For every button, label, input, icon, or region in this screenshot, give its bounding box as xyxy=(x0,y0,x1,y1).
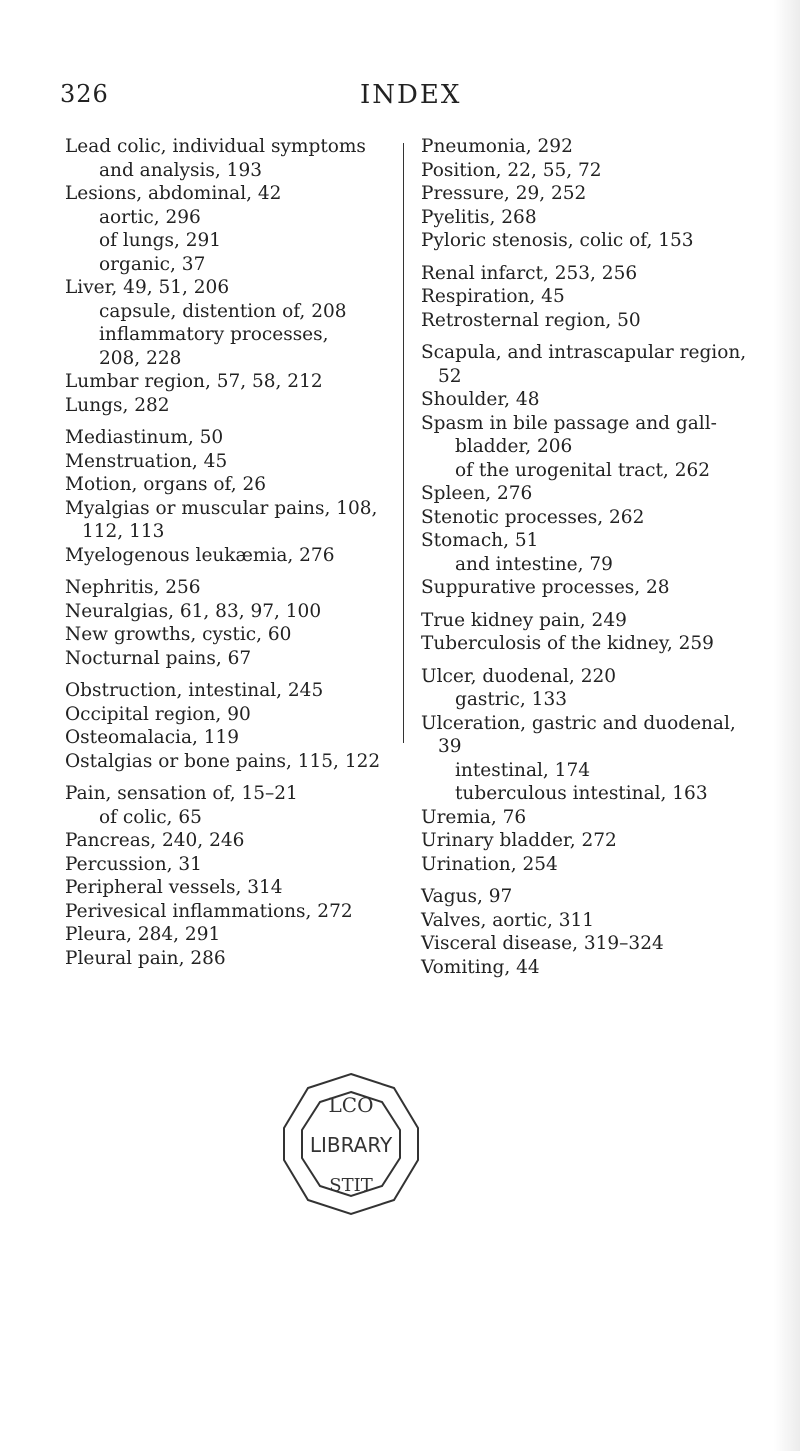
index-entry: True kidney pain, 249 xyxy=(421,609,627,631)
index-entry: Myalgias or muscular pains, 108, xyxy=(65,497,378,519)
index-entry: Spleen, 276 xyxy=(421,483,533,504)
index-entry: and analysis, 193 xyxy=(99,159,262,181)
page-number: 326 xyxy=(60,80,109,108)
library-stamp-icon xyxy=(276,1068,426,1218)
index-entry: 52 xyxy=(438,365,462,387)
stamp-bottom-text: STIT xyxy=(329,1175,373,1196)
index-entry: Lead colic, individual symptoms xyxy=(65,136,366,157)
index-entry: Menstruation, 45 xyxy=(65,450,228,472)
index-entry: Suppurative processes, 28 xyxy=(421,577,670,598)
index-entry: Pyloric stenosis, colic of, 153 xyxy=(421,230,694,251)
index-entry: Retrosternal region, 50 xyxy=(421,309,641,331)
library-stamp xyxy=(276,1068,426,1218)
index-entry: Pain, sensation of, 15–21 xyxy=(65,783,298,804)
index-entry: Pressure, 29, 252 xyxy=(421,183,587,204)
index-entry: tuberculous intestinal, 163 xyxy=(455,783,708,804)
index-entry: of the urogenital tract, 262 xyxy=(455,459,710,481)
stamp-middle-text: LIBRARY xyxy=(309,1133,393,1157)
index-entry: Obstruction, intestinal, 245 xyxy=(65,680,324,701)
index-entry: Occipital region, 90 xyxy=(65,703,251,725)
index-entry: Urinary bladder, 272 xyxy=(421,830,617,851)
index-entry: Vagus, 97 xyxy=(421,886,513,907)
index-entry: gastric, 133 xyxy=(455,689,567,710)
index-entry: Renal infarct, 253, 256 xyxy=(421,262,638,284)
index-entry: Vomiting, 44 xyxy=(421,956,540,978)
index-entry: Pyelitis, 268 xyxy=(421,206,537,228)
index-entry: New growths, cystic, 60 xyxy=(65,624,292,645)
index-entry: Visceral disease, 319–324 xyxy=(421,933,664,954)
index-entry: Peripheral vessels, 314 xyxy=(65,877,283,898)
index-entry: 208, 228 xyxy=(99,347,182,369)
stamp-top-text: LCO xyxy=(328,1093,374,1117)
page-edge-shadow xyxy=(774,0,800,1451)
index-entry: Mediastinum, 50 xyxy=(65,427,224,448)
index-entry: Neuralgias, 61, 83, 97, 100 xyxy=(65,600,322,622)
index-entry: and intestine, 79 xyxy=(455,553,613,575)
index-entry: aortic, 296 xyxy=(99,206,201,228)
index-entry: Pleura, 284, 291 xyxy=(65,924,221,945)
index-entry: Position, 22, 55, 72 xyxy=(421,159,602,181)
index-entry: inflammatory processes, xyxy=(99,324,329,345)
index-entry: organic, 37 xyxy=(99,253,206,275)
index-entry: Ulcer, duodenal, 220 xyxy=(421,665,617,687)
index-entry: Percussion, 31 xyxy=(65,853,202,875)
index-entry: Stenotic processes, 262 xyxy=(421,506,645,528)
index-entry: Valves, aortic, 311 xyxy=(421,909,595,931)
index-entry: of lungs, 291 xyxy=(99,230,222,251)
index-entry: Perivesical inflammations, 272 xyxy=(65,900,353,922)
index-entry: Uremia, 76 xyxy=(421,806,527,828)
index-entry: Lungs, 282 xyxy=(65,394,170,416)
index-entry: Scapula, and intrascapular region, xyxy=(421,342,747,363)
index-entry: Nocturnal pains, 67 xyxy=(65,647,252,669)
index-entry: 112, 113 xyxy=(82,521,165,542)
page-header xyxy=(60,80,760,120)
index-entry: Ulceration, gastric and duodenal, xyxy=(421,712,736,734)
index-column-left xyxy=(65,135,405,970)
index-entry: Spasm in bile passage and gall- xyxy=(421,412,717,434)
index-entry: Pleural pain, 286 xyxy=(65,947,226,969)
index-entry: Urination, 254 xyxy=(421,853,558,875)
index-entry: Pneumonia, 292 xyxy=(421,136,573,157)
index-entry: Osteomalacia, 119 xyxy=(65,727,240,748)
index-entry: 39 xyxy=(438,736,462,757)
column-divider xyxy=(403,143,404,743)
running-title: INDEX xyxy=(360,80,462,110)
index-entry: intestinal, 174 xyxy=(455,759,590,781)
index-column-right xyxy=(421,135,761,979)
index-entry: Pancreas, 240, 246 xyxy=(65,830,245,851)
index-entry: Stomach, 51 xyxy=(421,530,539,551)
index-entry: Respiration, 45 xyxy=(421,286,565,307)
index-entry: Nephritis, 256 xyxy=(65,577,201,598)
index-entry: of colic, 65 xyxy=(99,806,202,828)
index-entry: Liver, 49, 51, 206 xyxy=(65,277,230,298)
index-entry: Lumbar region, 57, 58, 212 xyxy=(65,371,323,392)
index-entry: capsule, distention of, 208 xyxy=(99,300,347,322)
index-entry: Ostalgias or bone pains, 115, 122 xyxy=(65,750,381,772)
index-entry: Motion, organs of, 26 xyxy=(65,474,267,495)
index-entry: Tuberculosis of the kidney, 259 xyxy=(421,633,714,654)
index-entry: Lesions, abdominal, 42 xyxy=(65,183,282,204)
index-entry: bladder, 206 xyxy=(455,436,573,457)
index-entry: Shoulder, 48 xyxy=(421,389,540,410)
index-entry: Myelogenous leukæmia, 276 xyxy=(65,544,335,566)
